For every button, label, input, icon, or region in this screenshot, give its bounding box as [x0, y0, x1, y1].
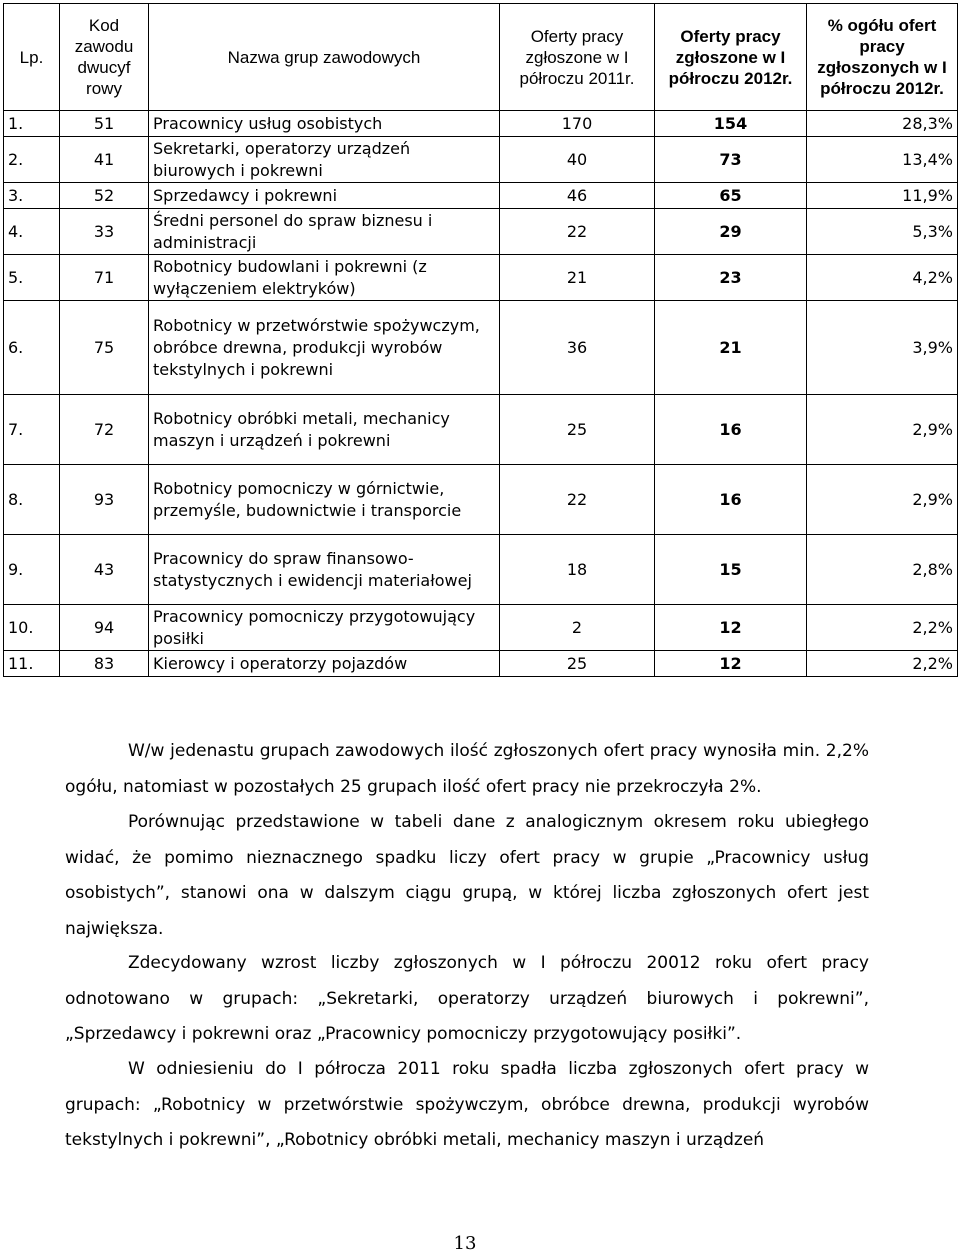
- row-pct: 2,9%: [807, 395, 958, 465]
- row-2012: 16: [655, 465, 807, 535]
- row-lp: 3.: [4, 183, 60, 209]
- paragraph: W/w jedenastu grupach zawodowych ilość zgłoszonych ofert pracy wynosiła min. 2,2% ogółu, natomiast w pozostałych 25 grupach ilość ofert pracy nie przekroczyła 2%.: [65, 741, 869, 797]
- table-row: [4, 465, 958, 535]
- row-pct: 2,2%: [807, 651, 958, 677]
- row-2012: 154: [655, 111, 807, 137]
- table-row: [4, 111, 958, 137]
- header-2012: Oferty pracy zgłoszone w I półroczu 2012r.: [655, 4, 807, 111]
- table-row: [4, 395, 958, 465]
- row-name: Kierowcy i operatorzy pojazdów: [149, 651, 500, 677]
- table-row: [4, 255, 958, 301]
- row-pct: 28,3%: [807, 111, 958, 137]
- row-name: Robotnicy obróbki metali, mechanicy maszyn i urządzeń i pokrewni: [149, 395, 500, 465]
- row-kod: 41: [60, 137, 149, 183]
- header-lp: Lp.: [4, 4, 60, 111]
- row-name: Pracownicy do spraw finansowo-statystycznych i ewidencji materiałowej: [149, 535, 500, 605]
- row-name: Robotnicy budowlani i pokrewni (z wyłączeniem elektryków): [149, 255, 500, 301]
- row-pct: 2,9%: [807, 465, 958, 535]
- row-kod: 52: [60, 183, 149, 209]
- row-name: Robotnicy pomocniczy w górnictwie, przemyśle, budownictwie i transporcie: [149, 465, 500, 535]
- row-kod: 83: [60, 651, 149, 677]
- row-2012: 12: [655, 651, 807, 677]
- row-name: Średni personel do spraw biznesu i administracji: [149, 209, 500, 255]
- row-pct: 3,9%: [807, 301, 958, 395]
- row-2011: 22: [500, 465, 655, 535]
- row-2011: 18: [500, 535, 655, 605]
- header-2011: Oferty pracy zgłoszone w I półroczu 2011r.: [500, 4, 655, 111]
- header-nazwa: Nazwa grup zawodowych: [149, 4, 500, 111]
- row-2011: 25: [500, 651, 655, 677]
- row-2011: 2: [500, 605, 655, 651]
- row-lp: 11.: [4, 651, 60, 677]
- table-row: [4, 137, 958, 183]
- row-lp: 7.: [4, 395, 60, 465]
- row-name: Robotnicy w przetwórstwie spożywczym, obróbce drewna, produkcji wyrobów tekstylnych i pokrewni: [149, 301, 500, 395]
- row-2011: 46: [500, 183, 655, 209]
- row-2011: 22: [500, 209, 655, 255]
- row-kod: 33: [60, 209, 149, 255]
- row-2011: 40: [500, 137, 655, 183]
- offers-table: [3, 3, 958, 677]
- row-2011: 170: [500, 111, 655, 137]
- row-2012: 23: [655, 255, 807, 301]
- row-lp: 10.: [4, 605, 60, 651]
- row-lp: 6.: [4, 301, 60, 395]
- row-kod: 72: [60, 395, 149, 465]
- row-2012: 15: [655, 535, 807, 605]
- table-row: [4, 301, 958, 395]
- row-name: Pracownicy usług osobistych: [149, 111, 500, 137]
- row-2011: 21: [500, 255, 655, 301]
- row-lp: 9.: [4, 535, 60, 605]
- row-pct: 4,2%: [807, 255, 958, 301]
- row-name: Sekretarki, operatorzy urządzeń biurowych i pokrewni: [149, 137, 500, 183]
- row-2011: 36: [500, 301, 655, 395]
- row-kod: 51: [60, 111, 149, 137]
- table-row: [4, 209, 958, 255]
- row-kod: 43: [60, 535, 149, 605]
- row-pct: 5,3%: [807, 209, 958, 255]
- table-row: [4, 183, 958, 209]
- row-2012: 12: [655, 605, 807, 651]
- row-lp: 8.: [4, 465, 60, 535]
- row-2012: 73: [655, 137, 807, 183]
- row-lp: 2.: [4, 137, 60, 183]
- paragraph: Porównując przedstawione w tabeli dane z analogicznym okresem roku ubiegłego widać, że pomimo nieznacznego spadku liczy ofert pracy w grupie „Pracownicy usług osobistych”, stanowi ona w dalszym ciągu grupą, w której liczba zgłoszonych ofert jest największa.: [65, 812, 869, 939]
- header-pct: % ogółu ofert pracy zgłoszonych w I półroczu 2012r.: [807, 4, 958, 111]
- page-number: 13: [453, 1233, 477, 1254]
- row-pct: 2,2%: [807, 605, 958, 651]
- table-row: [4, 605, 958, 651]
- paragraph: Zdecydowany wzrost liczby zgłoszonych w I półroczu 20012 roku ofert pracy odnotowano w grupach: „Sekretarki, operatorzy urządzeń biurowych i pokrewni”, „Sprzedawcy i pokrewni oraz „Pracownicy pomocniczy przygotowujący posiłki”.: [65, 953, 869, 1044]
- row-lp: 4.: [4, 209, 60, 255]
- row-name: Sprzedawcy i pokrewni: [149, 183, 500, 209]
- table-row: [4, 535, 958, 605]
- row-kod: 93: [60, 465, 149, 535]
- row-pct: 2,8%: [807, 535, 958, 605]
- row-pct: 11,9%: [807, 183, 958, 209]
- row-2012: 16: [655, 395, 807, 465]
- row-kod: 75: [60, 301, 149, 395]
- row-pct: 13,4%: [807, 137, 958, 183]
- row-lp: 5.: [4, 255, 60, 301]
- header-kod: Kod zawodu dwucyf rowy: [60, 4, 149, 111]
- table-row: [4, 651, 958, 677]
- table-header-row: [4, 4, 958, 111]
- row-lp: 1.: [4, 111, 60, 137]
- paragraph: W odniesieniu do I półrocza 2011 roku spadła liczba zgłoszonych ofert pracy w grupach: „Robotnicy w przetwórstwie spożywczym, obróbce drewna, produkcji wyrobów tekstylnych i pokrewni”, „Robotnicy obróbki metali, mechanicy maszyn i urządzeń: [65, 1059, 869, 1150]
- row-2012: 65: [655, 183, 807, 209]
- row-2012: 21: [655, 301, 807, 395]
- row-kod: 94: [60, 605, 149, 651]
- row-kod: 71: [60, 255, 149, 301]
- row-2011: 25: [500, 395, 655, 465]
- row-2012: 29: [655, 209, 807, 255]
- row-name: Pracownicy pomocniczy przygotowujący posiłki: [149, 605, 500, 651]
